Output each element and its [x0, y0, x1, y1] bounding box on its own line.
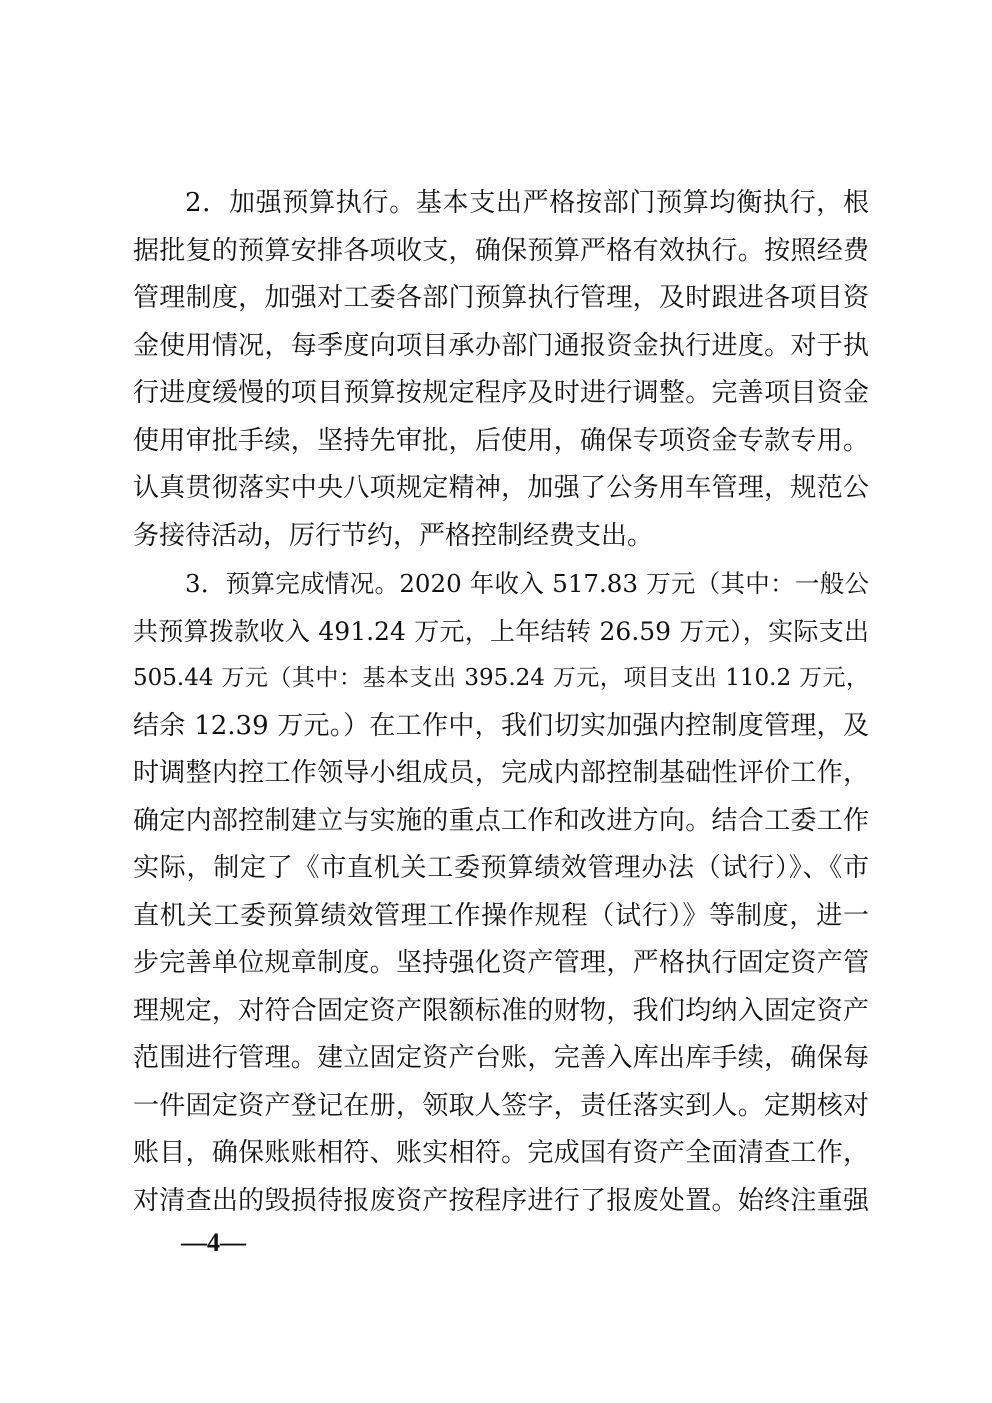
text-line: 步完善单位规章制度。坚持强化资产管理，严格执行固定资产管: [133, 948, 869, 978]
paragraph-budget-execution: [133, 180, 869, 560]
text-line: 认真贯彻落实中央八项规定精神，加强了公务用车管理，规范公: [133, 473, 869, 503]
text-line: 金使用情况，每季度向项目承办部门通报资金执行进度。对于执: [133, 330, 869, 361]
text-line: 直机关工委预算绩效管理工作操作规程（试行）》等制度，进一: [133, 900, 869, 931]
text-line: 2．加强预算执行。基本支出严格按部门预算均衡执行，根: [185, 188, 869, 218]
text-line: 务接待活动，厉行节约，严格控制经费支出。: [133, 520, 654, 551]
text-line: 使用审批手续，坚持先审批，后使用，确保专项资金专款专用。: [133, 425, 869, 456]
text-line: 3．预算完成情况。2020 年收入 517.83 万元（其中：一般公: [185, 569, 869, 598]
page-number: —4—: [181, 1228, 246, 1257]
text-line: 理规定，对符合固定资产限额标准的财物，我们均纳入固定资产: [133, 995, 869, 1026]
text-line: 对清查出的毁损待报废资产按程序进行了报废处置。始终注重强: [133, 1185, 869, 1216]
text-line: 范围进行管理。建立固定资产台账，完善入库出库手续，确保每: [133, 1043, 869, 1073]
text-line: 505.44 万元（其中：基本支出 395.24 万元，项目支出 110.2 万元，: [133, 665, 869, 691]
text-line: 确定内部控制建立与实施的重点工作和改进方向。结合工委工作: [133, 805, 869, 836]
text-line: 据批复的预算安排各项收支，确保预算严格有效执行。按照经费: [133, 235, 869, 266]
text-line: 管理制度，加强对工委各部门预算执行管理，及时跟进各项目资: [133, 283, 869, 313]
text-line: 实际，制定了《市直机关工委预算绩效管理办法（试行）》、《市: [133, 853, 869, 883]
text-line: 结余 12.39 万元。）在工作中，我们切实加强内控制度管理，及: [133, 710, 869, 741]
paragraph-budget-completion: [133, 560, 869, 1225]
text-line: 共预算拨款收入 491.24 万元，上年结转 26.59 万元），实际支出: [133, 616, 869, 646]
text-line: 一件固定资产登记在册，领取人签字，责任落实到人。定期核对: [133, 1090, 869, 1121]
text-line: 行进度缓慢的项目预算按规定程序及时进行调整。完善项目资金: [133, 378, 869, 408]
text-line: 时调整内控工作领导小组成员，完成内部控制基础性评价工作，: [133, 758, 869, 788]
document-body: [133, 180, 869, 1225]
text-line: 账目，确保账账相符、账实相符。完成国有资产全面清查工作，: [133, 1138, 869, 1168]
